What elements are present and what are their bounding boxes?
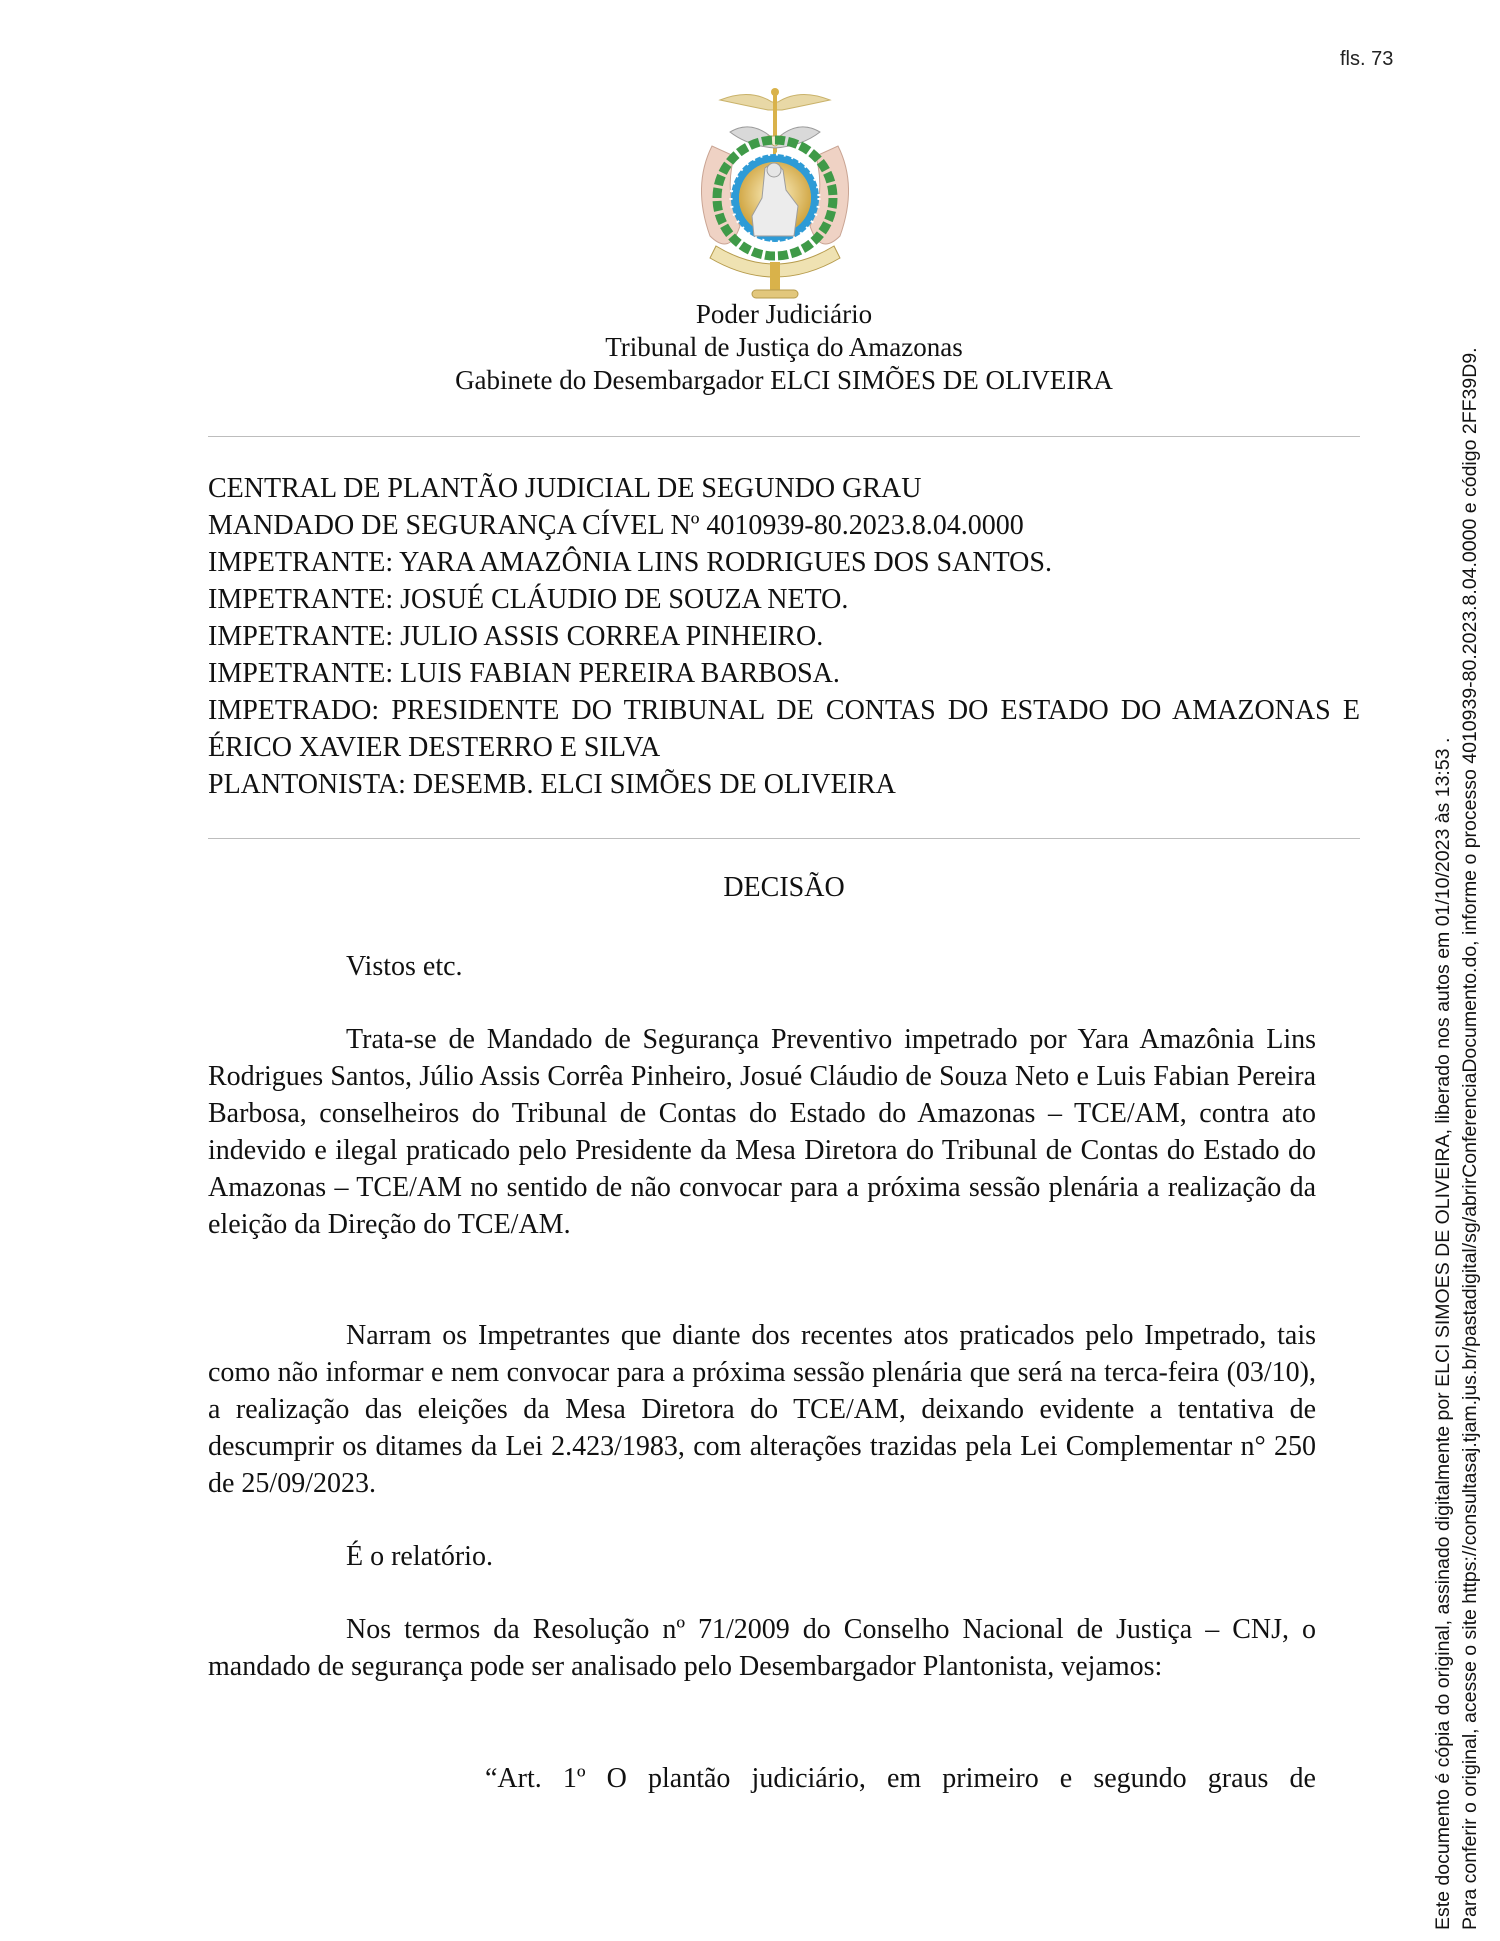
paragraph-text: Narram os Impetrantes que diante dos recentes atos praticados pelo Impetrado, tais como não informar e nem convocar para a próxima sessão plenária que será na terca-feira (03/10), a realização das eleições da Mesa Diretora do TCE/AM, deixando evidente a tentativa de descumprir os ditames da Lei 2.423/1983, com alterações trazidas pela Lei Complementar n° 250 de 25/09/2023. [208,1320,1316,1499]
case-petitioner: IMPETRANTE: JOSUÉ CLÁUDIO DE SOUZA NETO. [208,584,849,615]
case-court-unit: CENTRAL DE PLANTÃO JUDICIAL DE SEGUNDO GRAU [208,473,922,504]
tjam-coat-of-arms-icon [690,86,860,304]
stamp-line-verification: Para conferir o original, acesse o site https://consultasaj.tjam.jus.br/pastadigital/sg/abrirConferenciaDocumento.do, informe o processo 4010939-80.2023.8.04.0000 e código 2FF39D9. [1459,347,1481,1930]
case-number: MANDADO DE SEGURANÇA CÍVEL Nº 4010939-80.2023.8.04.0000 [208,510,1024,541]
header-line-judiciary: Poder Judiciário [695,299,873,329]
case-petitioner: IMPETRANTE: YARA AMAZÔNIA LINS RODRIGUES DOS SANTOS. [208,547,1052,578]
stamp-line-signature: Este documento é cópia do original, assinado digitalmente por ELCI SIMOES DE OLIVEIRA, liberado nos autos em 01/10/2023 às 13:53 . [1432,737,1454,1930]
digital-signature-stamp [1430,347,1484,1930]
header-line-chamber: Gabinete do Desembargador ELCI SIMÕES DE OLIVEIRA [455,365,1113,395]
case-petitioner: IMPETRANTE: LUIS FABIAN PEREIRA BARBOSA. [208,658,840,689]
separator-bottom [208,838,1360,839]
paragraph-narrative [208,1317,1316,1502]
legal-quote: “Art. 1º O plantão judiciário, em primeiro e segundo graus de [485,1763,1316,1794]
separator-top [208,436,1360,437]
paragraph-report [208,1538,1316,1575]
paragraph-summary [208,1021,1316,1243]
paragraph-text: Vistos etc. [346,951,463,982]
paragraph-text: Nos termos da Resolução nº 71/2009 do Conselho Nacional de Justiça – CNJ, o mandado de segurança pode ser analisado pelo Desembargador Plantonista, vejamos: [208,1614,1316,1682]
case-petitioner: IMPETRANTE: JULIO ASSIS CORREA PINHEIRO. [208,621,824,652]
court-header [208,298,1360,397]
header-line-court: Tribunal de Justiça do Amazonas [605,332,963,362]
case-respondent: IMPETRADO: PRESIDENTE DO TRIBUNAL DE CONTAS DO ESTADO DO AMAZONAS E ÉRICO XAVIER DESTERRO E SILVA [208,695,1360,763]
paragraph-vistos [208,948,1316,985]
decision-title: DECISÃO [723,872,845,903]
paragraph-legal-basis [208,1611,1316,1685]
case-details [208,470,1360,803]
sheet-number: fls. 73 [1340,48,1394,70]
paragraph-text: Trata-se de Mandado de Segurança Preventivo impetrado por Yara Amazônia Lins Rodrigues Santos, Júlio Assis Corrêa Pinheiro, Josué Cláudio de Souza Neto e Luis Fabian Pereira Barbosa, conselheiros do Tribunal de Contas do Estado do Amazonas – TCE/AM, contra ato indevido e ilegal praticado pelo Presidente da Mesa Diretora do Tribunal de Contas do Estado do Amazonas – TCE/AM no sentido de não convocar para a próxima sessão plenária a realização da eleição da Direção do TCE/AM. [208,1024,1316,1240]
case-duty-judge: PLANTONISTA: DESEMB. ELCI SIMÕES DE OLIVEIRA [208,769,896,800]
paragraph-text: É o relatório. [346,1541,493,1572]
